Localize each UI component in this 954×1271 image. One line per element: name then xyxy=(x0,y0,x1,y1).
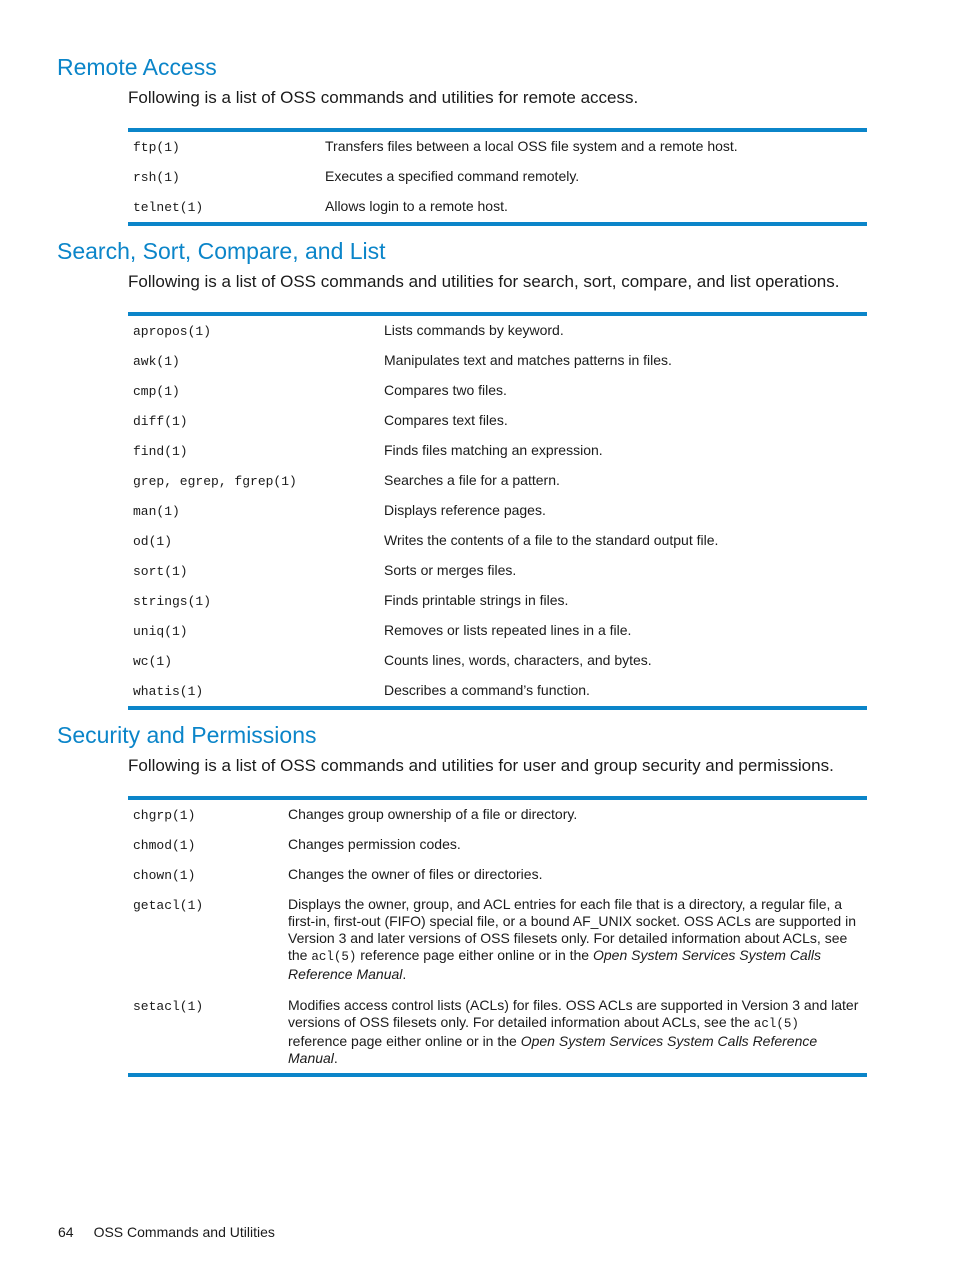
command-description: Finds printable strings in files. xyxy=(384,592,569,608)
remote-access-table xyxy=(128,128,867,226)
table-row xyxy=(128,346,867,376)
table-row xyxy=(128,800,867,830)
table-row xyxy=(128,890,867,994)
command-name: awk(1) xyxy=(133,354,180,369)
table-row xyxy=(128,466,867,496)
command-name: man(1) xyxy=(133,504,180,519)
page-footer xyxy=(58,1223,275,1241)
table-row xyxy=(128,860,867,890)
command-name: cmp(1) xyxy=(133,384,180,399)
command-description xyxy=(288,997,867,1067)
table-row xyxy=(128,586,867,616)
command-description: Writes the contents of a file to the standard output file. xyxy=(384,532,719,548)
command-name: getacl(1) xyxy=(133,898,204,913)
command-description xyxy=(288,896,867,983)
command-name: wc(1) xyxy=(133,654,173,669)
table-row xyxy=(128,376,867,406)
manual-title: Open System Services System Calls Reference Manual xyxy=(288,1033,818,1066)
command-name: sort(1) xyxy=(133,564,188,579)
table-row xyxy=(128,406,867,436)
command-description: Searches a file for a pattern. xyxy=(384,472,560,488)
table-row xyxy=(128,496,867,526)
command-name: setacl(1) xyxy=(133,999,204,1014)
command-description: Executes a specified command remotely. xyxy=(325,168,580,184)
description-text: . xyxy=(333,1050,338,1066)
table-row xyxy=(128,436,867,466)
command-name: chmod(1) xyxy=(133,838,196,853)
section-title-security: Security and Permissions xyxy=(57,722,317,748)
command-description: Compares two files. xyxy=(384,382,507,398)
table-row xyxy=(128,316,867,346)
chapter-title: OSS Commands and Utilities xyxy=(93,1224,275,1240)
security-table xyxy=(128,796,867,1077)
reference-page-name: acl(5) xyxy=(753,1017,799,1031)
table-row xyxy=(128,830,867,860)
command-name: uniq(1) xyxy=(133,624,188,639)
command-name: od(1) xyxy=(133,534,173,549)
command-description: Displays reference pages. xyxy=(384,502,546,518)
command-description: Describes a command’s function. xyxy=(384,682,590,698)
command-name: find(1) xyxy=(133,444,188,459)
reference-page-name: acl(5) xyxy=(311,950,357,964)
command-name: chown(1) xyxy=(133,868,196,883)
table-row xyxy=(128,994,867,1073)
table-row xyxy=(128,646,867,676)
description-text: Displays the owner, group, and ACL entries for each file that is a directory, a regular file, a first-in, first-out (FIFO) special file, or a bound AF_UNIX socket. OSS ACLs are supported in Version 3 and later versions of OSS filesets only. For detailed information about ACLs, see the xyxy=(288,896,856,963)
command-description: Changes permission codes. xyxy=(288,836,461,852)
table-row xyxy=(128,616,867,646)
description-text: reference page either online or in the xyxy=(288,1033,521,1049)
table-row xyxy=(128,676,867,706)
command-description: Lists commands by keyword. xyxy=(384,322,564,338)
page-number: 64 xyxy=(58,1224,74,1240)
section-title-remote-access: Remote Access xyxy=(57,54,217,80)
description-text: . xyxy=(402,966,407,982)
command-description: Compares text files. xyxy=(384,412,508,428)
command-name: whatis(1) xyxy=(133,684,204,699)
command-name: rsh(1) xyxy=(133,170,180,185)
command-name: ftp(1) xyxy=(133,140,180,155)
remote-access-intro: Following is a list of OSS commands and utilities for remote access. xyxy=(128,88,639,107)
manual-title: Open System Services System Calls Reference Manual xyxy=(288,947,821,982)
command-description: Changes the owner of files or directories. xyxy=(288,866,543,882)
search-sort-table xyxy=(128,312,867,710)
command-description: Transfers files between a local OSS file system and a remote host. xyxy=(325,138,738,154)
command-name: strings(1) xyxy=(133,594,212,609)
security-intro: Following is a list of OSS commands and utilities for user and group security and permissions. xyxy=(128,756,834,775)
command-description: Allows login to a remote host. xyxy=(325,198,508,214)
table-row xyxy=(128,192,867,222)
description-text: Modifies access control lists (ACLs) for files. OSS ACLs are supported in Version 3 and later versions of OSS filesets only. For detailed information about ACLs, see the xyxy=(288,997,859,1030)
command-name: telnet(1) xyxy=(133,200,204,215)
command-description: Manipulates text and matches patterns in files. xyxy=(384,352,672,368)
command-description: Counts lines, words, characters, and bytes. xyxy=(384,652,652,668)
command-name: diff(1) xyxy=(133,414,188,429)
table-row xyxy=(128,556,867,586)
command-name: chgrp(1) xyxy=(133,808,196,823)
command-name: grep, egrep, fgrep(1) xyxy=(133,474,297,489)
command-description: Sorts or merges files. xyxy=(384,562,517,578)
search-sort-intro: Following is a list of OSS commands and utilities for search, sort, compare, and list operations. xyxy=(128,272,840,291)
table-row xyxy=(128,132,867,162)
table-row xyxy=(128,162,867,192)
command-name: apropos(1) xyxy=(133,324,212,339)
command-description: Changes group ownership of a file or directory. xyxy=(288,806,578,822)
command-description: Removes or lists repeated lines in a file. xyxy=(384,622,632,638)
command-description: Finds files matching an expression. xyxy=(384,442,603,458)
description-text: reference page either online or in the xyxy=(356,947,593,963)
section-title-search-sort: Search, Sort, Compare, and List xyxy=(57,238,386,264)
table-row xyxy=(128,526,867,556)
